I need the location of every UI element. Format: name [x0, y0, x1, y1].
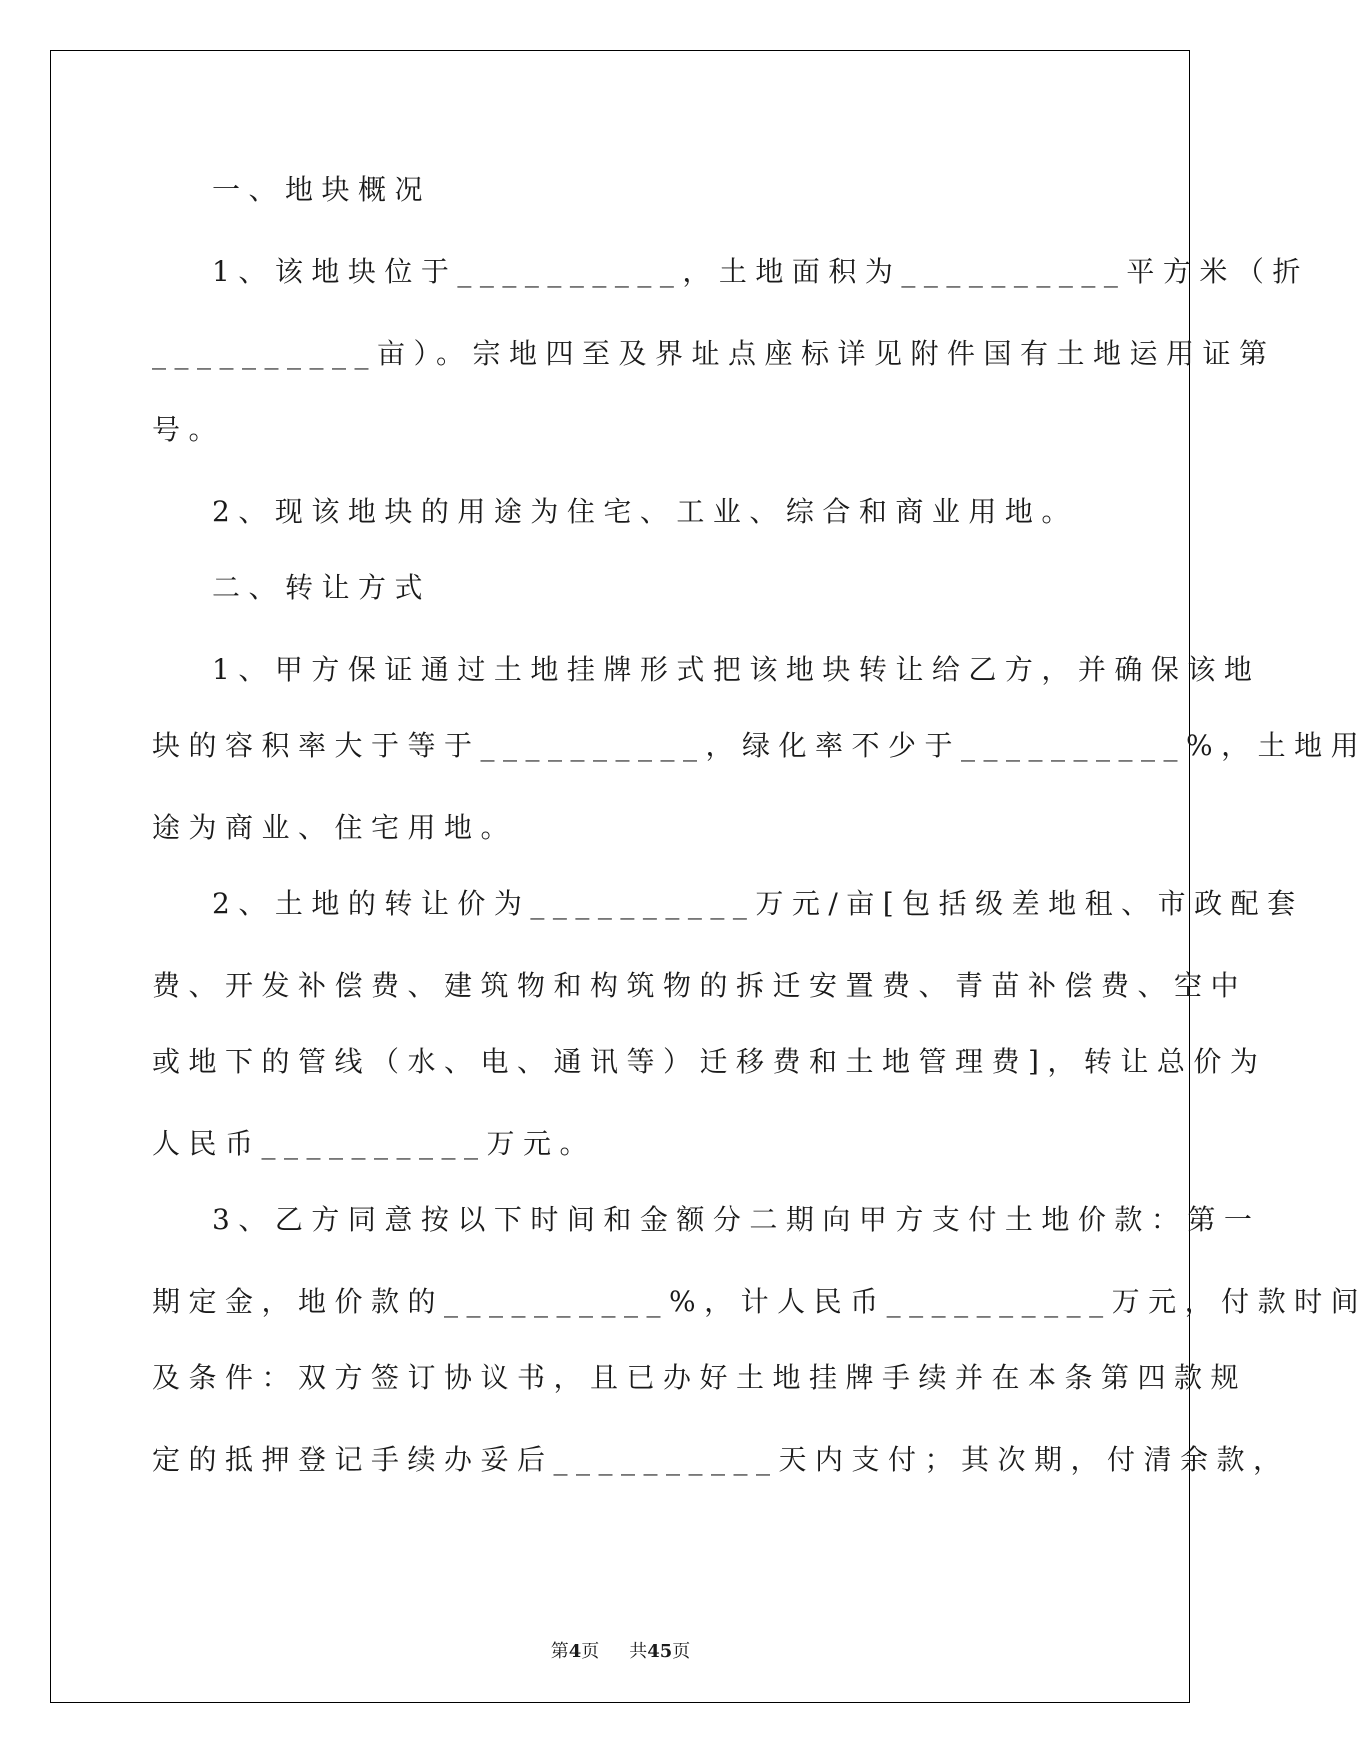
paragraph-line: 期定金，地价款的__________%，计人民币__________万元，付款时间 — [152, 1285, 1367, 1318]
paragraph-line: __________亩）。宗地四至及界址点座标详见附件国有土地运用证第 — [152, 337, 1276, 370]
page-footer — [0, 1637, 1241, 1663]
page-suffix: 页 — [581, 1641, 600, 1662]
paragraph-line: 2、现该地块的用途为住宅、工业、综合和商业用地。 — [212, 495, 1078, 528]
section-heading: 二、转让方式 — [212, 571, 432, 604]
paragraph-line: 2、土地的转让价为__________万元/亩[包括级差地租、市政配套 — [212, 887, 1304, 920]
paragraph-line: 或地下的管线（水、电、通讯等）迁移费和土地管理费]，转让总价为 — [152, 1045, 1267, 1078]
paragraph-line: 人民币__________万元。 — [152, 1127, 597, 1160]
paragraph-line: 3、乙方同意按以下时间和金额分二期向甲方支付土地价款：第一 — [212, 1203, 1261, 1236]
paragraph-line: 1、该地块位于__________，土地面积为__________平方米（折 — [212, 255, 1309, 288]
paragraph-line: 块的容积率大于等于__________，绿化率不少于__________%，土地用 — [152, 729, 1367, 762]
paragraph-line: 途为商业、住宅用地。 — [152, 811, 518, 844]
section-heading: 一、地块概况 — [212, 173, 432, 206]
paragraph-line: 1、甲方保证通过土地挂牌形式把该地块转让给乙方，并确保该地 — [212, 653, 1261, 686]
page-prefix: 第 — [550, 1641, 569, 1662]
paragraph-line: 号。 — [152, 413, 226, 446]
page-number: 4 — [568, 1641, 582, 1662]
total-pages: 45 — [647, 1641, 673, 1662]
paragraph-line: 定的抵押登记手续办妥后__________天内支付；其次期，付清余款， — [152, 1443, 1290, 1476]
paragraph-line: 费、开发补偿费、建筑物和构筑物的拆迁安置费、青苗补偿费、空中 — [152, 969, 1248, 1002]
paragraph-line: 及条件：双方签订协议书，且已办好土地挂牌手续并在本条第四款规 — [152, 1361, 1248, 1394]
total-prefix: 共 — [629, 1641, 648, 1662]
total-suffix: 页 — [672, 1641, 691, 1662]
